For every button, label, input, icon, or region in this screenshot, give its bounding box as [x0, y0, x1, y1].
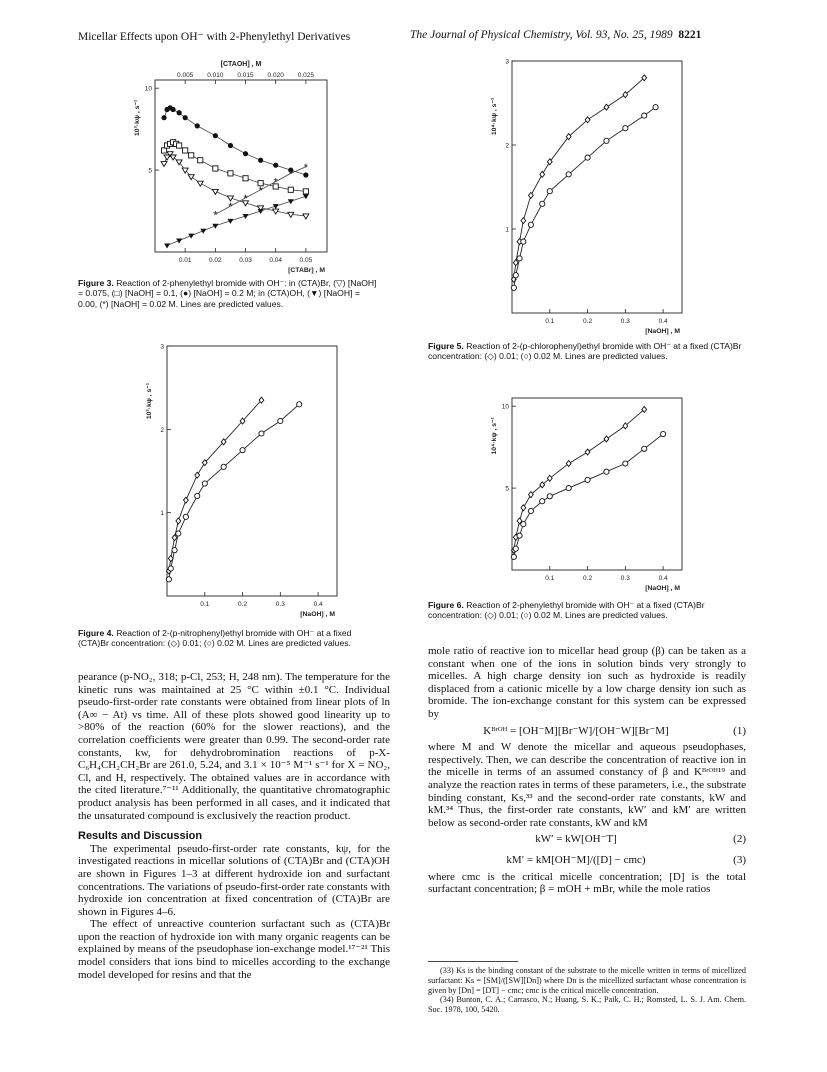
data-point — [166, 577, 171, 582]
x-tick-label: 0.4 — [658, 318, 668, 325]
series-line — [164, 154, 306, 216]
data-point — [303, 214, 309, 219]
data-point: * — [228, 201, 233, 214]
footnotes — [428, 966, 746, 1015]
series-line — [514, 410, 644, 551]
data-point — [540, 499, 545, 504]
data-point: * — [273, 176, 278, 189]
data-point — [240, 448, 245, 453]
figure-5 — [470, 57, 710, 340]
x-tick-label: 0.3 — [275, 601, 285, 608]
data-point: * — [243, 192, 248, 205]
x-axis-label: [NaOH] , M — [645, 585, 680, 592]
y-tick-label: 2 — [160, 426, 164, 434]
paragraph: where M and W denote the micellar and aqueous pseudophases, respectively. Then, we can describe the concentration of reactive ion in the micelle in terms of an assumed constancy of β and Kᴮʳᴼᴴ¹⁹ and analyze the reaction rates in terms of these parameters, i.e., the substrate binding constant, Ks,³³ and the second-order rate constants, kW and kM.³⁴ Thus, the first-order rate constants, kW′ and kM′ are written below as second-order rate constants, kW and kM — [428, 741, 746, 829]
data-point — [259, 431, 264, 436]
y-tick-label: 3 — [160, 343, 164, 351]
x-tick-label: 0.1 — [545, 318, 555, 325]
x-tick-label: 0.02 — [209, 257, 222, 264]
equation-3-number: (3) — [733, 853, 746, 866]
top-tick-label: 0.015 — [237, 72, 254, 79]
data-point — [517, 533, 522, 538]
footnote-34: (34) Bunton, C. A.; Carrasco, N.; Huang, S. K.; Paik, C. H.; Romsted, L. S. J. Am. Chem. Soc. 1978, 100, 5420. — [428, 995, 746, 1015]
data-point — [623, 461, 628, 466]
figure-5-caption-text: Reaction of 2-(p-chlorophenyl)ethyl bromide with OH⁻ at a fixed (CTA)Br concentration: (◇) 0.01; (○) 0.02 M. Lines are predicted values. — [428, 341, 742, 362]
data-point: * — [213, 209, 218, 222]
figure-6-caption-text: Reaction of 2-phenylethyl bromide with OH⁻ at a fixed (CTA)Br concentration: (◇) 0.01; (○) 0.02 M. Lines are predicted values. — [428, 600, 705, 621]
data-point — [547, 189, 552, 194]
data-point — [566, 172, 571, 177]
data-point — [517, 256, 522, 261]
x-tick-label: 0.3 — [620, 575, 630, 582]
data-point — [540, 201, 545, 206]
page-number: 8221 — [678, 29, 702, 41]
top-tick-label: 0.005 — [177, 72, 194, 79]
figure-4-caption — [78, 628, 378, 649]
data-point — [661, 431, 666, 436]
data-point — [273, 163, 278, 168]
data-point — [642, 406, 647, 412]
equation-2-number: (2) — [733, 833, 746, 846]
data-point — [197, 181, 203, 186]
y-tick-label: 1 — [505, 226, 509, 234]
data-point — [213, 133, 218, 138]
figure-3-chart — [115, 58, 355, 273]
figure-4-label: Figure 4. — [78, 628, 114, 638]
footnote-rule — [428, 961, 518, 962]
plot-frame — [512, 61, 682, 313]
data-point — [278, 418, 283, 423]
journal-citation: The Journal of Physical Chemistry, Vol. 93, No. 25, 1989 — [410, 29, 673, 41]
running-header-title: Micellar Effects upon OH⁻ with 2-Phenylethyl Derivatives — [78, 31, 351, 43]
data-point — [297, 402, 302, 407]
figure-3-caption — [78, 278, 378, 309]
x-tick-label: 0.4 — [658, 575, 668, 582]
x-tick-label: 0.2 — [238, 601, 248, 608]
data-point — [258, 158, 263, 163]
data-point — [195, 123, 200, 128]
footnote-33: (33) Ks is the binding constant of the substrate to the micelle written in terms of micellized surfactant: Ks = [SM]/([SW][Dn]) where Dn is the micellized surfactant whose concentration is given by [Dn] = [DT] − cmc; cmc is the critical micelle concentration. — [428, 966, 746, 995]
figure-4-chart — [125, 340, 365, 622]
x-axis-label: [NaOH] , M — [300, 611, 335, 618]
data-point — [172, 548, 177, 553]
series-line — [514, 107, 656, 288]
paragraph: The effect of unreactive counterion surfactant such as (CTA)Br upon the reaction of hydroxide ion with many organic reagents can be explained by means of the pseudophase ion-exchange model.¹⁷⁻²¹ This model considers that ions bind to micelles according to the exchange model developed for resins and that the — [78, 918, 390, 981]
y-tick-label: 2 — [505, 142, 509, 150]
data-point — [585, 155, 590, 160]
data-point — [521, 218, 526, 224]
equation-1-number: (1) — [733, 724, 746, 737]
figure-6-chart — [470, 390, 710, 595]
data-point — [189, 153, 194, 158]
data-point — [176, 518, 181, 524]
data-point: * — [288, 168, 293, 181]
data-point — [183, 148, 188, 153]
figure-6-caption — [428, 600, 746, 621]
data-point — [547, 475, 552, 481]
data-point: * — [303, 161, 309, 174]
figure-4 — [125, 340, 365, 622]
data-point — [521, 522, 526, 527]
data-point — [171, 107, 176, 112]
y-tick-label: 10 — [144, 85, 152, 93]
data-point — [288, 187, 293, 192]
data-point — [183, 497, 188, 503]
plot-frame — [155, 80, 327, 252]
data-point — [221, 464, 226, 469]
data-point — [513, 546, 518, 551]
data-point — [528, 192, 533, 198]
y-tick-label: 5 — [148, 167, 152, 175]
data-point — [161, 162, 167, 167]
figure-3 — [115, 58, 355, 273]
data-point — [566, 485, 571, 490]
running-header-journal — [410, 29, 701, 41]
data-point — [177, 143, 182, 148]
data-point — [188, 175, 194, 180]
data-point — [604, 436, 609, 442]
top-tick-label: 0.020 — [267, 72, 284, 79]
left-column-text — [78, 671, 390, 981]
data-point — [604, 469, 609, 474]
data-point — [228, 143, 233, 148]
data-point: * — [258, 184, 263, 197]
data-point — [604, 104, 609, 110]
data-point — [513, 273, 518, 278]
equation-3-body: kM′ = kM[OH⁻M]/([D] − cmc) — [506, 853, 646, 866]
data-point — [228, 171, 233, 176]
y-tick-label: 3 — [505, 58, 509, 66]
section-heading: Results and Discussion — [78, 830, 203, 843]
data-point — [547, 494, 552, 499]
x-axis-label: [CTABr] , M — [288, 267, 325, 274]
data-point — [511, 285, 516, 290]
data-point — [528, 222, 533, 227]
data-point — [243, 176, 248, 181]
plot-frame — [167, 346, 337, 596]
y-axis-label: 10⁴·kψ , s⁻¹ — [491, 417, 498, 455]
data-point — [198, 158, 203, 163]
x-tick-label: 0.03 — [239, 257, 252, 264]
figure-6 — [470, 390, 710, 595]
equation-1-body: Kᴮʳᴼᴴ = [OH⁻M][Br⁻W]/[OH⁻W][Br⁻M] — [483, 724, 669, 737]
data-point — [243, 151, 248, 156]
y-tick-label: 10 — [501, 403, 509, 411]
figure-3-label: Figure 3. — [78, 278, 114, 288]
data-point — [623, 126, 628, 131]
data-point — [642, 446, 647, 451]
data-point — [528, 508, 533, 513]
y-axis-label: 10³·kψ , s⁻¹ — [134, 99, 141, 136]
x-tick-label: 0.1 — [200, 601, 210, 608]
data-point — [177, 110, 182, 115]
data-point — [161, 115, 166, 120]
x-tick-label: 0.2 — [583, 318, 593, 325]
series-line — [514, 78, 644, 280]
data-point — [303, 189, 308, 194]
equation-3 — [428, 850, 746, 871]
x-tick-label: 0.3 — [620, 318, 630, 325]
data-point — [604, 138, 609, 143]
equation-2 — [428, 829, 746, 850]
data-point — [511, 554, 516, 559]
top-tick-label: 0.025 — [297, 72, 315, 79]
x-tick-label: 0.04 — [269, 257, 283, 264]
y-tick-label: 5 — [505, 485, 509, 493]
data-point — [176, 531, 181, 536]
x-tick-label: 0.01 — [178, 257, 192, 264]
equation-2-body: kW′ = kW[OH⁻T] — [535, 833, 617, 846]
figure-6-label: Figure 6. — [428, 600, 464, 610]
data-point — [585, 477, 590, 482]
x-tick-label: 0.05 — [299, 257, 313, 264]
y-tick-label: 1 — [160, 510, 164, 518]
plot-frame — [512, 398, 682, 570]
data-point — [566, 461, 571, 467]
data-point — [540, 482, 545, 488]
paragraph: pearance (p-NO₂, 318; p-Cl, 253; H, 248 nm). The temperature for the kinetic runs was maintained at 25 °C within ±0.1 °C. Individual pseudo-first-order rate constants were obtained from linear plots of ln (A∞ − At) vs time. All of these plots showed good linearity up to >80% of the reaction (60% for the slower reactions), and the correlation coefficients were greater than 0.99. The second-order rate constants, kw, for dehydrobromination reactions of p-X-C₆H₄CH₂CH₂Br are 261.0, 5.24, and 3.1 × 10⁻⁵ M⁻¹ s⁻¹ for X = NO₂, Cl, and H, respectively. The obtained values are in accordance with the cited literature.⁷⁻¹¹ Additionally, the quantitative chromatographic product analysis has been performed in all cases, and it indicated that the unsaturated compound is exclusively the reaction product. — [78, 671, 390, 822]
x-tick-label: 0.1 — [545, 575, 555, 582]
data-point — [195, 493, 200, 498]
data-point — [164, 243, 170, 248]
paragraph: where cmc is the critical micelle concentration; [D] is the total surfactant concentration; β = mOH + mBr, while the mole ratios — [428, 870, 746, 896]
data-point — [183, 115, 188, 120]
figure-5-chart — [470, 57, 710, 340]
equation-1 — [428, 721, 746, 742]
data-point — [168, 566, 173, 571]
data-point — [521, 239, 526, 244]
x-tick-label: 0.2 — [583, 575, 593, 582]
data-point — [642, 113, 647, 118]
top-axis-label: [CTAOH] , M — [220, 61, 262, 68]
data-point — [183, 514, 188, 519]
y-axis-label: 10⁴·kψ , s⁻¹ — [491, 97, 498, 136]
figure-5-label: Figure 5. — [428, 341, 464, 351]
paragraph: mole ratio of reactive ion to micellar head group (β) can be taken as a constant when one of the ions in solution binds very strongly to micelles. A high charge density ion such as hydroxide is readily displaced from a cationic micelle by a low charge density ion such as bromide. The ion-exchange constant for this system can be expressed by — [428, 645, 746, 720]
series-line — [167, 196, 306, 245]
figure-5-caption — [428, 341, 746, 362]
y-axis-label: 10³·kψ , s⁻¹ — [146, 382, 153, 420]
x-axis-label: [NaOH] , M — [645, 328, 680, 335]
data-point — [161, 148, 166, 153]
data-point — [213, 166, 218, 171]
paragraph: The experimental pseudo-first-order rate constants, kψ, for the investigated reactions in micellar solutions of (CTA)Br and (CTA)OH are shown in Figures 1–3 at different hydroxide ion and surfactant concentrations. The variations of pseudo-first-order rate constants with hydroxide ion concentration at fixed concentration of (CTA)Br are shown in Figures 4–6. — [78, 842, 390, 918]
series-line — [169, 400, 262, 571]
data-point — [653, 105, 658, 110]
top-tick-label: 0.010 — [207, 72, 224, 79]
data-point — [170, 155, 176, 160]
data-point — [202, 481, 207, 486]
right-column-text — [428, 645, 746, 896]
x-tick-label: 0.4 — [313, 601, 323, 608]
figure-4-caption-text: Reaction of 2-(p-nitrophenyl)ethyl bromide with OH⁻ at a fixed (CTA)Br concentration: (◇) 0.01; (○) 0.02 M. Lines are predicted values. — [78, 628, 352, 649]
data-point — [642, 75, 647, 81]
data-point — [585, 449, 590, 455]
figure-3-caption-text: Reaction of 2-phenylethyl bromide with OH⁻: in (CTA)Br, (▽) [NaOH] = 0.075, (□) [NaOH] = 0.1, (●) [NaOH] = 0.2 M; in (CTA)OH, (▼) [NaOH] = 0.00, (*) [NaOH] = 0.02 M. Lines are predicted values. — [78, 278, 377, 309]
